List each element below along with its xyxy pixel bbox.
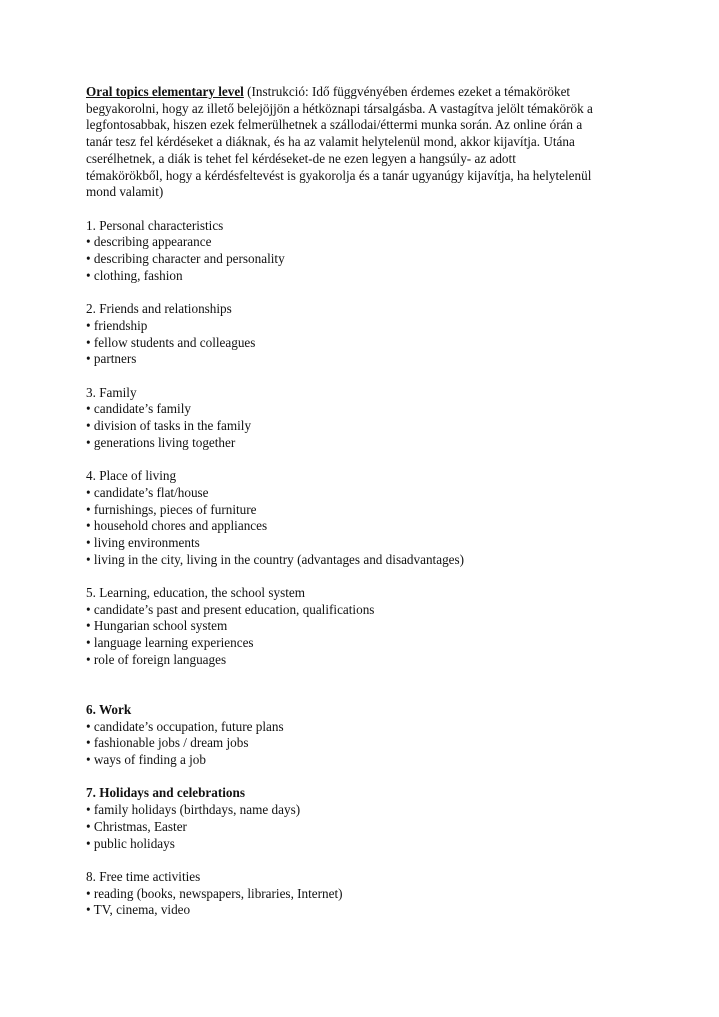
- topic-item: • division of tasks in the family: [86, 418, 252, 434]
- topic-item: • public holidays: [86, 835, 175, 851]
- topic-section-2: [86, 301, 686, 368]
- intro-text-7: mond valamit): [86, 184, 164, 200]
- topic-item: • household chores and appliances: [86, 518, 268, 534]
- topic-item: • living in the city, living in the country (advantages and disadvantages): [86, 551, 465, 567]
- topic-item: • reading (books, newspapers, libraries, Internet): [86, 885, 343, 901]
- topic-item: • fellow students and colleagues: [86, 334, 256, 350]
- topic-heading: 3. Family: [86, 384, 137, 400]
- topic-item: • describing appearance: [86, 234, 212, 250]
- topic-section-8: [86, 869, 686, 919]
- intro-text-5: cserélhetnek, a diák is tehet fel kérdéseket-de ne ezen legyen a hangsúly- az adott: [86, 150, 516, 166]
- topic-heading: 7. Holidays and celebrations: [86, 785, 245, 801]
- topic-item: • candidate’s family: [86, 401, 191, 417]
- topic-heading: 5. Learning, education, the school system: [86, 585, 306, 601]
- intro-text-1: (Instrukció: Idő függvényében érdemes ezeket a témaköröket: [243, 84, 571, 99]
- topic-section-6: [86, 702, 686, 769]
- topic-item: • candidate’s flat/house: [86, 484, 209, 500]
- topic-item: • TV, cinema, video: [86, 902, 191, 918]
- topic-item: • candidate’s past and present education, qualifications: [86, 601, 375, 617]
- topic-item: • partners: [86, 351, 137, 367]
- intro-text-3: legfontosabbak, hiszen ezek felmerülhetnek a szállodai/éttermi munka során. Az online órán a: [86, 117, 583, 133]
- topic-section-4: [86, 468, 686, 568]
- topic-section-5: [86, 585, 686, 669]
- topic-item: • candidate’s occupation, future plans: [86, 718, 284, 734]
- topic-item: • Christmas, Easter: [86, 818, 187, 834]
- topic-item: • describing character and personality: [86, 251, 285, 267]
- topic-heading: 8. Free time activities: [86, 868, 201, 884]
- topic-item: • generations living together: [86, 434, 236, 450]
- topic-section-3: [86, 385, 686, 452]
- topic-item: • friendship: [86, 317, 148, 333]
- topic-heading: 2. Friends and relationships: [86, 301, 232, 317]
- topic-section-7: [86, 785, 686, 852]
- topic-item: • Hungarian school system: [86, 618, 228, 634]
- topic-item: • family holidays (birthdays, name days): [86, 802, 301, 818]
- topic-heading: 6. Work: [86, 701, 132, 717]
- topic-heading: 4. Place of living: [86, 468, 177, 484]
- intro-text-6: témakörökből, hogy a kérdésfeltevést is gyakorolja és a tanár ugyanúgy kijavítja, ha helytelenül: [86, 167, 592, 183]
- topic-section-1: [86, 218, 686, 285]
- document-page: [86, 84, 686, 919]
- topic-heading: 1. Personal characteristics: [86, 217, 224, 233]
- topic-item: • furnishings, pieces of furniture: [86, 501, 257, 517]
- topic-item: • role of foreign languages: [86, 651, 227, 667]
- topic-item: • language learning experiences: [86, 635, 254, 651]
- intro-line-1: [86, 84, 686, 101]
- intro-text-4: tanár tesz fel kérdéseket a diáknak, és ha az valamit helytelenül mond, akkor kijavítja. Utána: [86, 134, 575, 150]
- topic-item: • ways of finding a job: [86, 752, 206, 768]
- topic-item: • living environments: [86, 534, 200, 550]
- intro-paragraph: [86, 84, 686, 201]
- intro-text-2: begyakorolni, hogy az illető belejöjjön a hétköznapi társalgásba. A vastagítva jelölt témakörök a: [86, 100, 593, 116]
- topic-item: • fashionable jobs / dream jobs: [86, 735, 249, 751]
- document-title: Oral topics elementary level: [86, 84, 244, 99]
- topic-item: • clothing, fashion: [86, 267, 183, 283]
